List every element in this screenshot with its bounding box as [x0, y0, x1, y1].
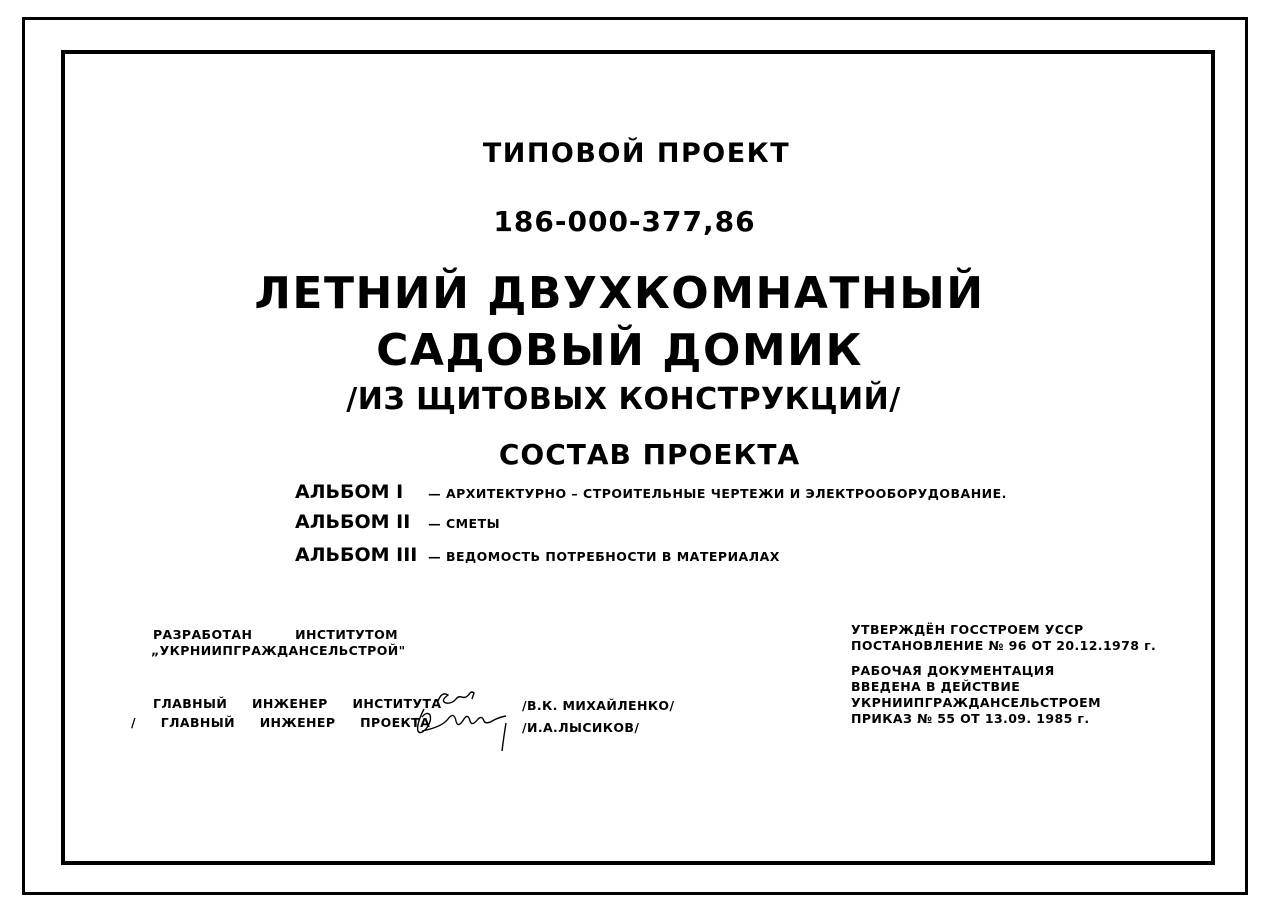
signature-stroke-upper	[438, 692, 474, 703]
composition-heading: СОСТАВ ПРОЕКТА	[498, 438, 801, 471]
album-description: — СМЕТЫ	[428, 516, 501, 531]
title-line-2: САДОВЫЙ ДОМИК	[376, 325, 863, 376]
engineer-role: ГЛАВНЫЙ ИНЖЕНЕР ИНСТИТУТА	[153, 696, 442, 711]
title-line-3: /ИЗ ЩИТОВЫХ КОНСТРУКЦИЙ/	[346, 382, 901, 417]
signature-stroke-lower	[418, 709, 506, 733]
album-row	[295, 481, 1007, 507]
album-label: АЛЬБОМ I	[295, 481, 404, 503]
approval-line: ПРИКАЗ № 55 ОТ 13.09. 1985 г.	[851, 711, 1090, 726]
approval-line: УТВЕРЖДЁН ГОССТРОЕМ УССР	[851, 622, 1084, 637]
engineer-role: / ГЛАВНЫЙ ИНЖЕНЕР ПРОЕКТА	[131, 715, 431, 730]
document-type: ТИПОВОЙ ПРОЕКТ	[482, 138, 791, 169]
approval-line: РАБОЧАЯ ДОКУМЕНТАЦИЯ	[851, 663, 1055, 678]
album-label: АЛЬБОМ III	[295, 544, 418, 566]
developer-line-1: РАЗРАБОТАН ИНСТИТУТОМ	[153, 627, 398, 642]
album-row	[295, 544, 780, 570]
developer-institute: „УКРНИИПГРАЖДАНСЕЛЬСТРОЙ"	[151, 643, 406, 658]
engineer-name: /И.А.ЛЫСИКОВ/	[522, 720, 640, 735]
project-code: 186-000-377,86	[493, 205, 756, 238]
album-description: — ВЕДОМОСТЬ ПОТРЕБНОСТИ В МАТЕРИАЛАХ	[428, 549, 780, 564]
title-line-1: ЛЕТНИЙ ДВУХКОМНАТНЫЙ	[254, 268, 985, 319]
album-label: АЛЬБОМ II	[295, 511, 411, 533]
approval-line: УКРНИИПГРАЖДАНСЕЛЬСТРОЕМ	[851, 695, 1101, 710]
signature-stroke-tail	[502, 723, 506, 751]
approval-line: ПОСТАНОВЛЕНИЕ № 96 ОТ 20.12.1978 г.	[851, 638, 1157, 653]
signature-image	[410, 683, 525, 755]
approval-line: ВВЕДЕНА В ДЕЙСТВИЕ	[851, 679, 1021, 694]
engineer-name: /В.К. МИХАЙЛЕНКО/	[522, 698, 675, 713]
album-row	[295, 511, 500, 537]
album-description: — АРХИТЕКТУРНО – СТРОИТЕЛЬНЫЕ ЧЕРТЕЖИ И ЭЛЕКТРООБОРУДОВАНИЕ.	[428, 486, 1007, 501]
